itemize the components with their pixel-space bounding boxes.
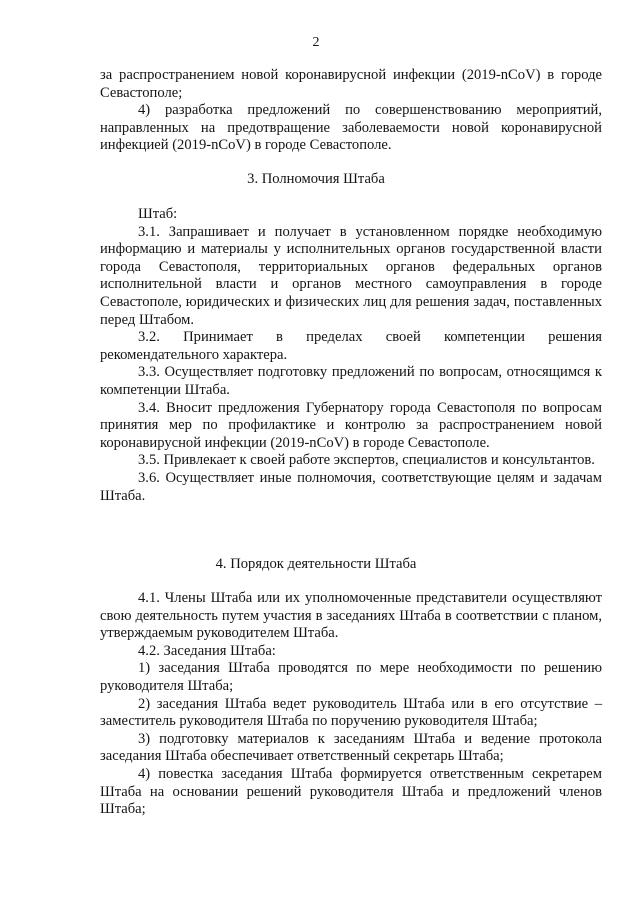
section-4-heading: 4. Порядок деятельности Штаба <box>215 556 417 572</box>
intro-block <box>100 67 602 155</box>
section-3-heading: 3. Полномочия Штаба <box>247 171 385 187</box>
clause-4-2-item-1: 1) заседания Штаба проводятся по мере необходимости по решению руководителя Штаба; <box>100 660 602 694</box>
clause-3-1: 3.1. Запрашивает и получает в установленном порядке необходимую информацию и материалы у исполнительных органов государственной власти города Севастополя, территориальных органов федеральных органов исполнительной власти и органов местного самоуправления в городе Севастополе, юридических и физических лиц для решения задач, поставленных перед Штабом. <box>100 223 602 328</box>
clause-3-4: 3.4. Вносит предложения Губернатору города Севастополя по вопросам принятия мер по профилактике и контролю за распространением новой коронавирусной инфекции (2019-nCoV) в городе Севастополе. <box>100 399 602 451</box>
clause-4-2-item-3: 3) подготовку материалов к заседаниям Штаба и ведение протокола заседания Штаба обеспечивает ответственный секретарь Штаба; <box>100 730 602 765</box>
intro-continuation: за распространением новой коронавирусной инфекции (2019-nCoV) в городе Севастополе; <box>100 67 602 101</box>
clause-4-1: 4.1. Члены Штаба или их уполномоченные представители осуществляют свою деятельность путем участия в заседаниях Штаба в соответствии с планом, утверждаемым руководителем Штаба. <box>100 590 602 642</box>
clause-3-3: 3.3. Осуществляет подготовку предложений по вопросам, относящимся к компетенции Штаба. <box>100 364 602 398</box>
intro-item-4: 4) разработка предложений по совершенствованию мероприятий, направленных на предотвращение заболеваемости новой коронавирусной инфекцией (2019-nCoV) в городе Севастополе. <box>100 102 602 154</box>
section-3-intro: Штаб: <box>138 206 178 222</box>
clause-3-5: 3.5. Привлекает к своей работе экспертов, специалистов и консультантов. <box>138 452 595 469</box>
page-number: 2 <box>312 35 320 50</box>
section-4-body <box>100 590 602 819</box>
clause-4-2-item-2: 2) заседания Штаба ведет руководитель Штаба или в его отсутствие – заместитель руководителя Штаба по поручению руководителя Штаба; <box>100 695 602 730</box>
clause-4-2-item-4: 4) повестка заседания Штаба формируется ответственным секретарем Штаба на основании решений руководителя Штаба и предложений членов Штаба; <box>100 765 602 818</box>
clause-3-2: 3.2. Принимает в пределах своей компетенции решения рекомендательного характера. <box>100 329 602 363</box>
clause-3-6: 3.6. Осуществляет иные полномочия, соответствующие целям и задачам Штаба. <box>100 469 602 504</box>
section-3-body <box>100 206 602 505</box>
clause-4-2: 4.2. Заседания Штаба: <box>138 642 276 659</box>
